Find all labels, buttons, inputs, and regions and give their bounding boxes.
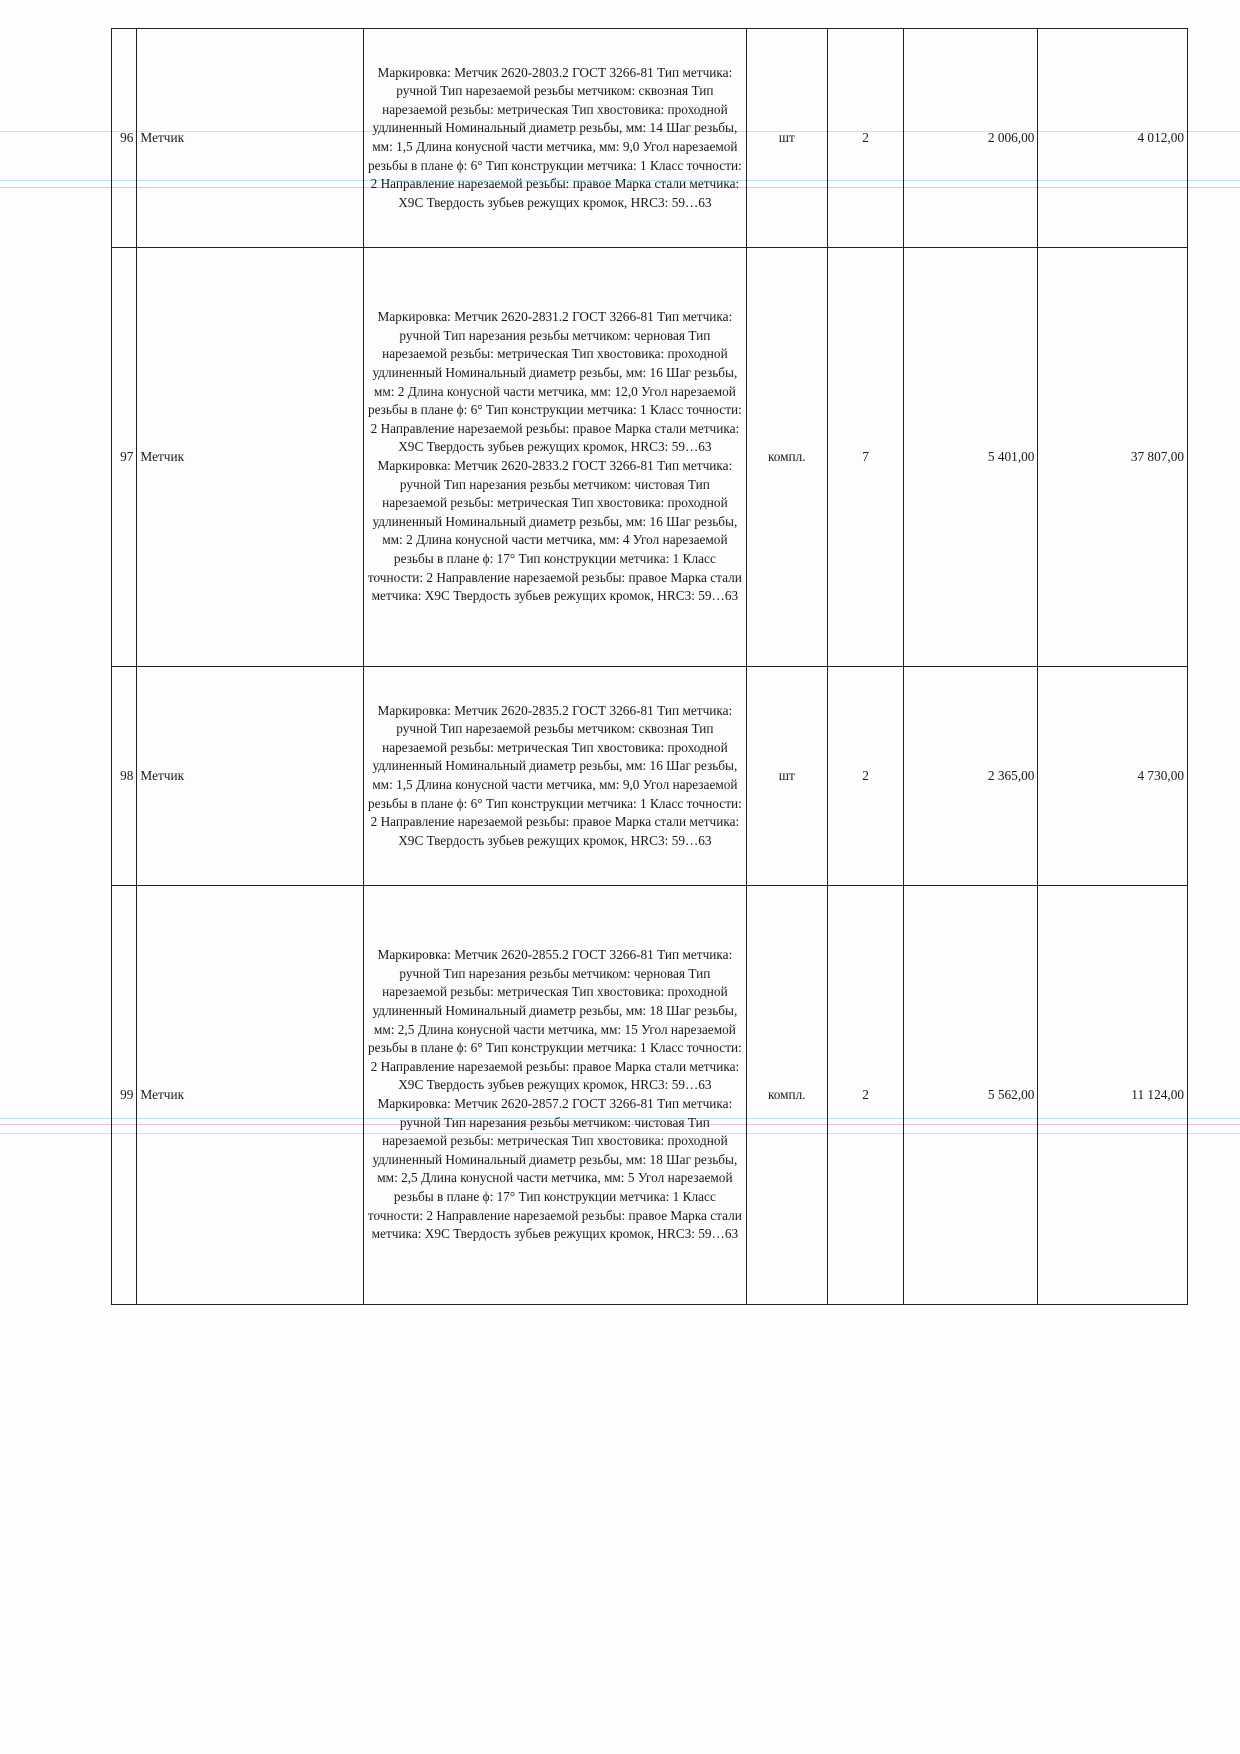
row-number: 99 (112, 886, 137, 1305)
item-name: Метчик (137, 886, 364, 1305)
item-price: 2 006,00 (904, 29, 1038, 248)
item-description: Маркировка: Метчик 2620-2835.2 ГОСТ 3266-81 Тип метчика: ручной Тип нарезаемой резьбы метчиком: сквозная Тип нарезаемой резьбы: метрическая Тип хвостовика: проходной удлиненный Номинальный диаметр резьбы, мм: 16 Шаг резьбы, мм: 1,5 Длина конусной части метчика, мм: 9,0 Угол нарезаемой резьбы в плане ϕ: 6° Тип конструкции метчика: 1 Класс точности: 2 Направление нарезаемой резьбы: правое Марка стали метчика: Х9С Твердость зубьев режущих кромок, HRC3: 59…63 (364, 667, 746, 886)
item-total: 4 012,00 (1038, 29, 1188, 248)
table-row (112, 248, 1188, 667)
item-unit: компл. (746, 886, 827, 1305)
table-row (112, 29, 1188, 248)
row-number: 98 (112, 667, 137, 886)
item-total: 11 124,00 (1038, 886, 1188, 1305)
item-unit: шт (746, 667, 827, 886)
item-total: 4 730,00 (1038, 667, 1188, 886)
specification-table (111, 28, 1188, 1305)
item-description: Маркировка: Метчик 2620-2831.2 ГОСТ 3266-81 Тип метчика: ручной Тип нарезания резьбы метчиком: черновая Тип нарезаемой резьбы: метрическая Тип хвостовика: проходной удлиненный Номинальный диаметр резьбы, мм: 16 Шаг резьбы, мм: 2 Длина конусной части метчика, мм: 12,0 Угол нарезаемой резьбы в плане ϕ: 6° Тип конструкции метчика: 1 Класс точности: 2 Направление нарезаемой резьбы: правое Марка стали метчика: Х9С Твердость зубьев режущих кромок, HRC3: 59…63 Маркировка: Метчик 2620-2833.2 ГОСТ 3266-81 Тип метчика: ручной Тип нарезания резьбы метчиком: чистовая Тип нарезаемой резьбы: метрическая Тип хвостовика: проходной удлиненный Номинальный диаметр резьбы, мм: 16 Шаг резьбы, мм: 2 Длина конусной части метчика, мм: 4 Угол нарезаемой резьбы в плане ϕ: 17° Тип конструкции метчика: 1 Класс точности: 2 Направление нарезаемой резьбы: правое Марка стали метчика: Х9С Твердость зубьев режущих кромок, HRC3: 59…63 (364, 248, 746, 667)
item-price: 5 401,00 (904, 248, 1038, 667)
item-quantity: 2 (827, 667, 903, 886)
row-number: 96 (112, 29, 137, 248)
item-unit: шт (746, 29, 827, 248)
item-quantity: 2 (827, 886, 903, 1305)
item-description: Маркировка: Метчик 2620-2855.2 ГОСТ 3266-81 Тип метчика: ручной Тип нарезания резьбы метчиком: черновая Тип нарезаемой резьбы: метрическая Тип хвостовика: проходной удлиненный Номинальный диаметр резьбы, мм: 18 Шаг резьбы, мм: 2,5 Длина конусной части метчика, мм: 15 Угол нарезаемой резьбы в плане ϕ: 6° Тип конструкции метчика: 1 Класс точности: 2 Направление нарезаемой резьбы: правое Марка стали метчика: Х9С Твердость зубьев режущих кромок, HRC3: 59…63 Маркировка: Метчик 2620-2857.2 ГОСТ 3266-81 Тип метчика: ручной Тип нарезания резьбы метчиком: чистовая Тип нарезаемой резьбы: метрическая Тип хвостовика: проходной удлиненный Номинальный диаметр резьбы, мм: 18 Шаг резьбы, мм: 2,5 Длина конусной части метчика, мм: 5 Угол нарезаемой резьбы в плане ϕ: 17° Тип конструкции метчика: 1 Класс точности: 2 Направление нарезаемой резьбы: правое Марка стали метчика: Х9С Твердость зубьев режущих кромок, HRC3: 59…63 (364, 886, 746, 1305)
item-name: Метчик (137, 248, 364, 667)
item-unit: компл. (746, 248, 827, 667)
item-price: 2 365,00 (904, 667, 1038, 886)
item-price: 5 562,00 (904, 886, 1038, 1305)
item-total: 37 807,00 (1038, 248, 1188, 667)
item-name: Метчик (137, 29, 364, 248)
table-row (112, 886, 1188, 1305)
row-number: 97 (112, 248, 137, 667)
item-quantity: 7 (827, 248, 903, 667)
item-name: Метчик (137, 667, 364, 886)
table-row (112, 667, 1188, 886)
item-quantity: 2 (827, 29, 903, 248)
item-description: Маркировка: Метчик 2620-2803.2 ГОСТ 3266-81 Тип метчика: ручной Тип нарезаемой резьбы метчиком: сквозная Тип нарезаемой резьбы: метрическая Тип хвостовика: проходной удлиненный Номинальный диаметр резьбы, мм: 14 Шаг резьбы, мм: 1,5 Длина конусной части метчика, мм: 9,0 Угол нарезаемой резьбы в плане ϕ: 6° Тип конструкции метчика: 1 Класс точности: 2 Направление нарезаемой резьбы: правое Марка стали метчика: Х9С Твердость зубьев режущих кромок, HRC3: 59…63 (364, 29, 746, 248)
